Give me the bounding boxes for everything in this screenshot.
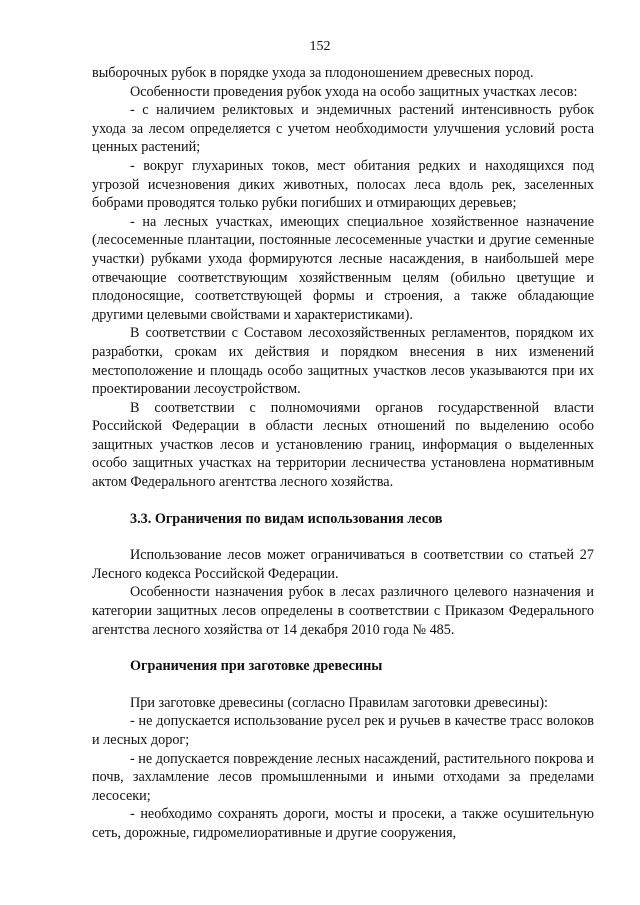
page-content <box>92 64 594 843</box>
spacer <box>92 676 594 694</box>
list-item: - на лесных участках, имеющих специальное хозяйственное назначение (лесосеменные плантации, постоянные лесосеменные участки и другие семенные участки) рубками ухода формируются лесные насаждения, в наибольшей мере отвечающие соответствующим хозяйственным целям (обильно цветущие и плодоносящие, соответствующей формы и строения, а также обладающие другими целевыми свойствами и характеристиками). <box>92 213 594 323</box>
list-item: - не допускается повреждение лесных насаждений, растительного покрова и почв, захламление лесов промышленными и иными отходами за пределами лесосеки; <box>92 750 594 804</box>
spacer <box>92 528 594 546</box>
section-heading: 3.3. Ограничения по видам использования лесов <box>130 510 443 527</box>
paragraph: Особенности проведения рубок ухода на особо защитных участках лесов: <box>130 83 578 100</box>
paragraph: В соответствии с Составом лесохозяйственных регламентов, порядком их разработки, срокам их действия и порядком внесения в них изменений местоположение и площадь особо защитных участков лесов указываются при их проектировании лесоустройством. <box>92 325 594 398</box>
paragraph: При заготовке древесины (согласно Правилам заготовки древесины): <box>130 694 548 711</box>
spacer <box>92 639 594 657</box>
paragraph: Использование лесов может ограничиваться в соответствии со статьей 27 Лесного кодекса Российской Федерации. <box>92 547 594 582</box>
spacer <box>92 492 594 510</box>
list-item: - не допускается использование русел рек и ручьев в качестве трасс волоков и лесных дорог; <box>92 713 594 748</box>
list-item: - вокруг глухариных токов, мест обитания редких и находящихся под угрозой исчезновения диких животных, полосах леса вдоль рек, заселенных бобрами проводятся только рубки погибших и отмирающих деревьев; <box>92 157 594 212</box>
list-item: - необходимо сохранять дороги, мосты и просеки, а также осушительную сеть, дорожные, гидромелиоративные и другие сооружения, <box>92 806 594 841</box>
paragraph: В соответствии с полномочиями органов государственной власти Российской Федерации в области лесных отношений по выделению особо защитных участков лесов и установлению границ, информация о выделенных особо защитных участках на территории лесничества установлена нормативным актом Федерального агентства лесного хозяйства. <box>92 399 594 491</box>
subsection-heading: Ограничения при заготовке древесины <box>130 658 383 675</box>
page-number: 152 <box>309 39 331 54</box>
paragraph: выборочных рубок в порядке ухода за плодоношением древесных пород. <box>92 65 534 81</box>
list-item: - с наличием реликтовых и эндемичных растений интенсивность рубок ухода за лесом определяется с учетом необходимости улучшения условий роста ценных растений; <box>92 102 594 156</box>
paragraph: Особенности назначения рубок в лесах различного целевого назначения и категории защитных лесов определены в соответствии с Приказом Федерального агентства лесного хозяйства от 14 декабря 2010 года № 485. <box>92 584 594 638</box>
